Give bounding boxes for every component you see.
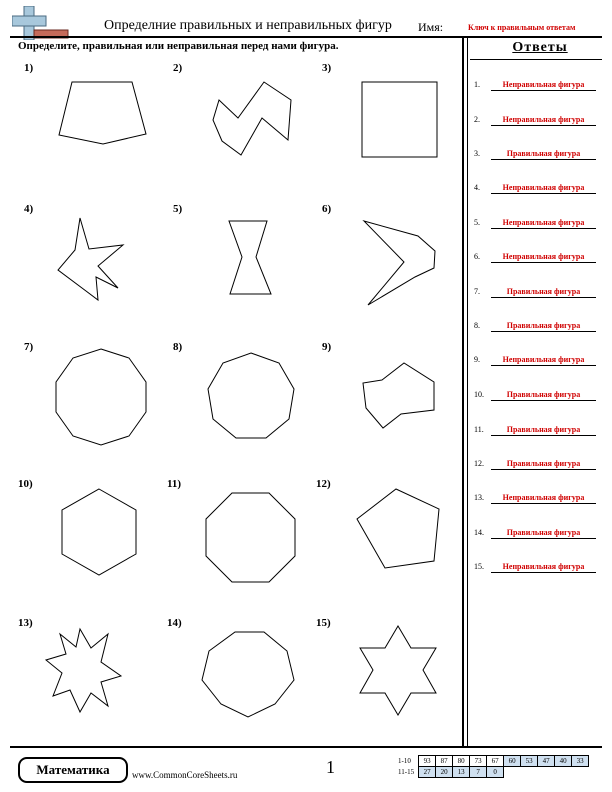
shape-9-irregular-polygon — [363, 363, 434, 428]
footer-divider — [10, 746, 602, 748]
problem-number: 10) — [18, 478, 33, 490]
problem-number: 6) — [322, 203, 332, 215]
problem-number: 13) — [18, 617, 33, 629]
answer-line — [491, 538, 596, 539]
answer-text: Неправильная фигура — [502, 183, 585, 192]
answer-text: Правильная фигура — [506, 425, 581, 434]
answer-row — [474, 459, 596, 473]
score-cell: 53 — [521, 756, 538, 767]
score-cell: 27 — [419, 767, 436, 778]
brand-badge: Математика — [18, 757, 128, 783]
answer-line — [491, 400, 596, 401]
answer-text: Неправильная фигура — [502, 493, 585, 502]
name-label: Имя: — [418, 20, 444, 34]
shape-12-regular-pentagon — [357, 489, 439, 568]
answer-line — [491, 193, 596, 194]
score-cell: 60 — [504, 756, 521, 767]
score-cell: 0 — [487, 767, 504, 778]
answer-line — [491, 297, 596, 298]
answer-row — [474, 528, 596, 542]
score-cell: 67 — [487, 756, 504, 767]
shape-14-regular-heptagon — [202, 632, 294, 717]
answer-number: 5. — [474, 218, 480, 227]
shape-11-regular-octagon — [206, 493, 295, 582]
answer-number: 1. — [474, 80, 480, 89]
answer-number: 2. — [474, 115, 480, 124]
answer-row — [474, 80, 596, 94]
answer-row — [474, 115, 596, 129]
answer-text: Правильная фигура — [506, 459, 581, 468]
answer-text: Правильная фигура — [506, 287, 581, 296]
answer-row — [474, 425, 596, 439]
answer-row — [474, 562, 596, 576]
score-cell: 20 — [436, 767, 453, 778]
answer-line — [491, 365, 596, 366]
answer-number: 11. — [474, 425, 484, 434]
answers-title: Ответы — [512, 40, 568, 55]
answer-text: Правильная фигура — [506, 149, 581, 158]
problem-number: 1) — [24, 62, 34, 74]
score-cell: 7 — [470, 767, 487, 778]
instructions: Определите, правильная или неправильная перед нами фигура. — [18, 40, 339, 52]
answer-line — [491, 90, 596, 91]
answer-row — [474, 390, 596, 404]
problem-number: 15) — [316, 617, 331, 629]
answer-key-label: Ключ к правильным ответам — [468, 23, 576, 32]
problem-number: 4) — [24, 203, 34, 215]
answer-row — [474, 149, 596, 163]
score-cell: 40 — [555, 756, 572, 767]
answer-text: Неправильная фигура — [502, 562, 585, 571]
answer-row — [474, 252, 596, 266]
shape-3-square — [362, 82, 437, 157]
answer-row — [474, 183, 596, 197]
answer-text: Неправильная фигура — [502, 115, 585, 124]
score-table — [396, 755, 589, 778]
score-cell: 13 — [453, 767, 470, 778]
problem-number: 14) — [167, 617, 182, 629]
shape-5-hourglass — [229, 221, 271, 294]
problem-number: 9) — [322, 341, 332, 353]
shape-15-regular-star — [360, 626, 436, 715]
score-cell: 47 — [538, 756, 555, 767]
answer-number: 14. — [474, 528, 484, 537]
score-row — [396, 756, 589, 767]
shape-13-irregular-star — [46, 629, 121, 712]
score-row-label: 1-10 — [398, 757, 411, 765]
score-row-label: 11-15 — [398, 768, 415, 776]
answer-line — [491, 159, 596, 160]
answer-text: Неправильная фигура — [502, 355, 585, 364]
score-row — [396, 767, 589, 778]
problem-number: 12) — [316, 478, 331, 490]
answer-line — [491, 503, 596, 504]
answer-line — [491, 572, 596, 573]
page-number: 1 — [326, 757, 335, 777]
answer-line — [491, 331, 596, 332]
answer-row — [474, 493, 596, 507]
answer-row — [474, 321, 596, 335]
answer-number: 7. — [474, 287, 480, 296]
answer-text: Неправильная фигура — [502, 80, 585, 89]
answer-line — [491, 435, 596, 436]
answer-number: 6. — [474, 252, 480, 261]
answer-line — [491, 262, 596, 263]
answer-text: Правильная фигура — [506, 390, 581, 399]
score-cell: 87 — [436, 756, 453, 767]
answer-text: Правильная фигура — [506, 528, 581, 537]
problem-number: 3) — [322, 62, 332, 74]
answer-row — [474, 287, 596, 301]
problem-number: 11) — [167, 478, 182, 490]
answers-title-divider — [470, 59, 602, 60]
answer-number: 13. — [474, 493, 484, 502]
answer-number: 8. — [474, 321, 480, 330]
score-cell: 80 — [453, 756, 470, 767]
answer-number: 12. — [474, 459, 484, 468]
score-cell: 93 — [419, 756, 436, 767]
problem-number: 8) — [173, 341, 183, 353]
page-title: Определние правильных и неправильных фигур — [104, 18, 392, 33]
answer-text: Неправильная фигура — [502, 252, 585, 261]
shape-2-irregular-polygon — [213, 82, 291, 155]
score-cell: 73 — [470, 756, 487, 767]
shape-4-irregular-star — [58, 218, 123, 300]
answer-text: Правильная фигура — [506, 321, 581, 330]
answer-row — [474, 218, 596, 232]
answer-number: 9. — [474, 355, 480, 364]
shape-1-irregular-pentagon — [59, 82, 146, 144]
problem-number: 5) — [173, 203, 183, 215]
answer-line — [491, 125, 596, 126]
answer-text: Неправильная фигура — [502, 218, 585, 227]
problem-number: 7) — [24, 341, 34, 353]
answer-line — [491, 469, 596, 470]
site-url: www.CommonCoreSheets.ru — [132, 770, 238, 780]
score-cell: 33 — [572, 756, 589, 767]
shape-6-chevron — [364, 221, 435, 305]
answer-number: 10. — [474, 390, 484, 399]
shape-7-regular-decagon — [56, 349, 146, 445]
answer-number: 3. — [474, 149, 480, 158]
answer-row — [474, 355, 596, 369]
answer-line — [491, 228, 596, 229]
shape-8-regular-nonagon — [208, 353, 294, 438]
shape-10-regular-hexagon — [62, 489, 136, 575]
answer-number: 15. — [474, 562, 484, 571]
problem-number: 2) — [173, 62, 183, 74]
answer-number: 4. — [474, 183, 480, 192]
